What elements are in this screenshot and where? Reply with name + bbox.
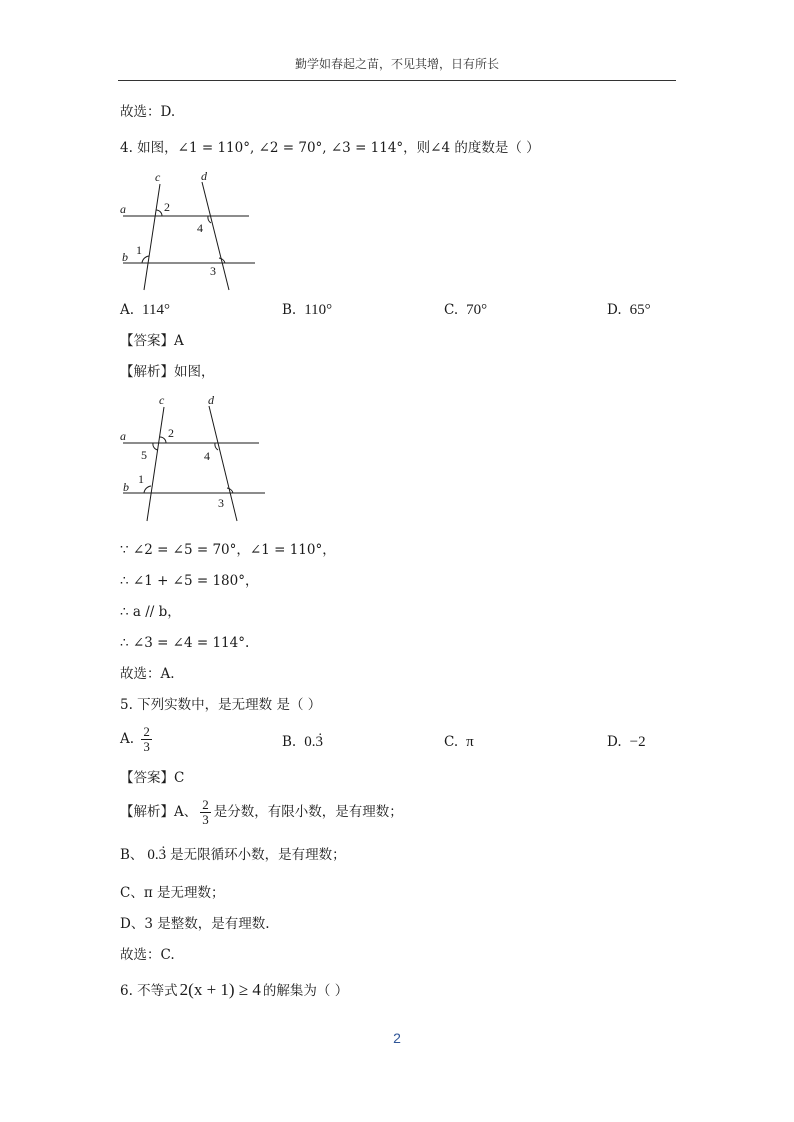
- line-c: [147, 407, 164, 521]
- label-b: b: [123, 480, 129, 494]
- q4-option-d: D. 65°: [607, 302, 651, 318]
- label-c: c: [159, 393, 165, 407]
- q4-step-2: ∴ ∠1 + ∠5 = 180°，: [120, 573, 259, 589]
- angle2-arc: [156, 210, 162, 216]
- fraction-two-thirds: $\frac{2}{3}$: [202, 797, 209, 827]
- q4-step-1: ∵ ∠2 = ∠5 = 70°，∠1 = 110°，: [120, 542, 336, 558]
- q5-option-a: A. $\frac{2}{3}$: [120, 724, 150, 754]
- q5-answer: 【答案】C: [120, 770, 185, 786]
- label-angle3: 3: [218, 496, 224, 510]
- label-c: c: [155, 170, 161, 184]
- q4-option-c: C. 70°: [444, 302, 488, 318]
- q5-option-d: D. −2: [607, 734, 646, 750]
- q5-analysis-b: B、 0.3 . 是无限循环小数，是有理数；: [120, 846, 346, 864]
- q4-step-3: ∴ a // b，: [120, 604, 181, 620]
- q4-step-4: ∴ ∠3 = ∠4 = 114°.: [120, 635, 250, 651]
- q4-stem: 4. 如图，∠1 = 110°, ∠2 = 70°, ∠3 = 114°，则∠4 的度数是（ ）: [120, 140, 540, 156]
- page-number: 2: [393, 1030, 401, 1046]
- line-c: [144, 184, 160, 290]
- q5-option-c: C. π: [444, 734, 474, 750]
- q4-choice: 故选：A.: [120, 666, 175, 682]
- label-angle1: 1: [138, 472, 144, 486]
- angle2-arc: [160, 437, 166, 443]
- q4-analysis-figure: [115, 393, 275, 525]
- q5-option-b: B. 0.3 .: [282, 733, 323, 751]
- label-angle1: 1: [136, 243, 142, 257]
- label-d: d: [208, 393, 214, 407]
- q5-choice: 故选：C.: [120, 947, 175, 963]
- label-d: d: [201, 170, 207, 183]
- q5-analysis-c: C、π 是无理数；: [120, 885, 225, 901]
- q4-option-a: A. 114°: [120, 302, 170, 318]
- angle1-arc: [144, 486, 151, 493]
- label-a: a: [120, 429, 126, 443]
- q4-analysis: 【解析】如图，: [120, 364, 215, 380]
- label-angle4: 4: [204, 449, 210, 463]
- q4-option-b: B. 110°: [282, 302, 333, 318]
- q5-stem: 5. 下列实数中，是无理数 是（ ）: [120, 697, 322, 713]
- prev-question-choice: 故选：D.: [120, 104, 176, 120]
- q5-analysis-d: D、3 是整数，是有理数.: [120, 916, 270, 932]
- q4-figure: [115, 170, 265, 295]
- label-angle2: 2: [168, 426, 174, 440]
- fraction-two-thirds: $\frac{2}{3}$: [143, 724, 150, 754]
- label-angle4: 4: [197, 221, 203, 235]
- q4-answer: 【答案】A: [120, 333, 184, 349]
- header-rule: [118, 80, 676, 81]
- label-a: a: [120, 202, 126, 216]
- page-header-motto: 勤学如春起之苗，不见其增，日有所长: [294, 57, 499, 71]
- q6-stem: 6. 不等式 2(x + 1) ≥ 4 的解集为（ ）: [120, 980, 349, 999]
- angle5-arc: [153, 443, 158, 450]
- angle4-arc: [215, 443, 218, 450]
- q5-analysis-a: 【解析】A、 $\frac{2}{3}$ 是分数，有限小数，是有理数；: [120, 797, 403, 827]
- label-b: b: [122, 250, 128, 264]
- label-angle5: 5: [141, 448, 147, 462]
- label-angle2: 2: [164, 200, 170, 214]
- label-angle3: 3: [210, 264, 216, 278]
